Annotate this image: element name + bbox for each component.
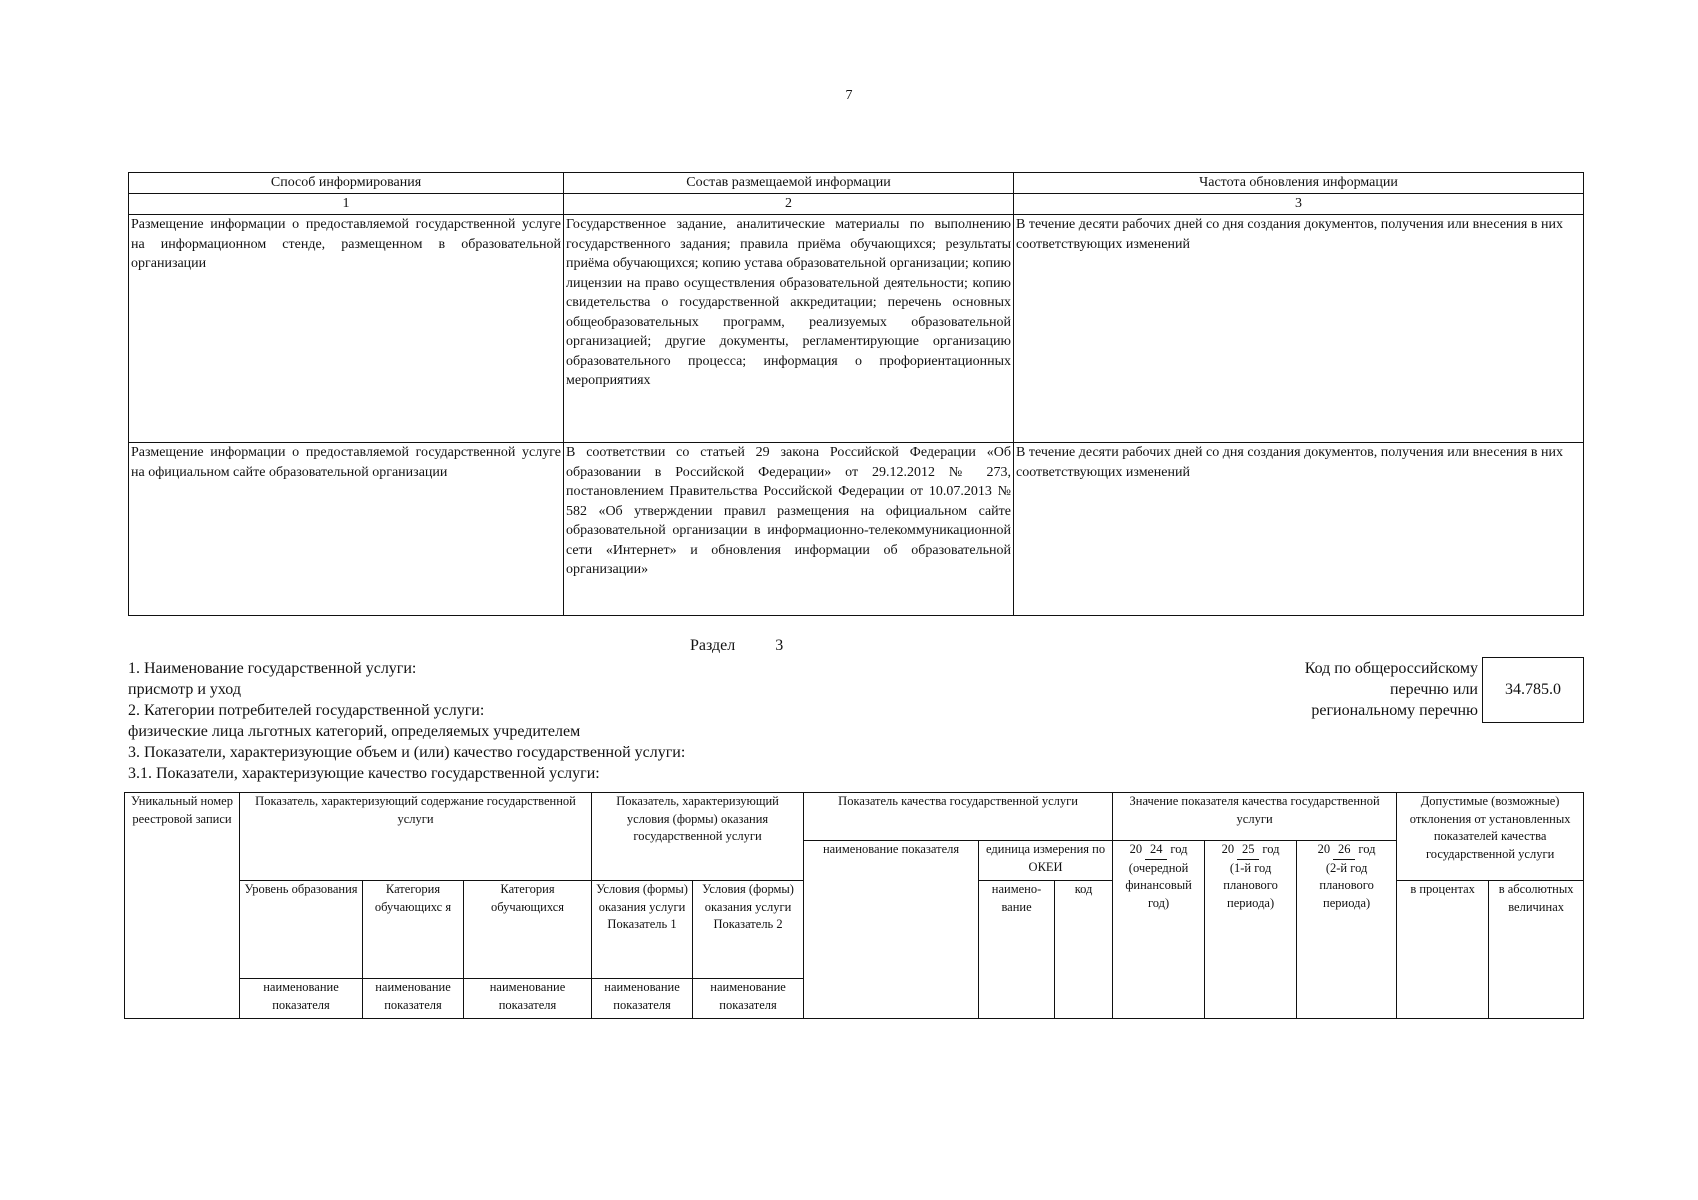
section-label: Раздел bbox=[690, 637, 736, 654]
row1-content: Государственное задание, аналитические материалы по выполнению государственного задания; правила приёма обучающихся; результаты приёма обучающихся; копию устава образовательной организации; копию лицензии на право осуществления образовательной деятельности; копию свидетельства о государственной аккредитации; перечень основных общеобразовательных программ, реализуемых образовательной организацией; другие документы, регламентирующие организацию образовательного процесса; информация о профориентационных мероприятиях bbox=[564, 215, 1014, 443]
header-quality-value: Значение показателя качества государственной услуги bbox=[1113, 793, 1397, 841]
column-number-1: 1 bbox=[129, 194, 564, 215]
header-conditions-indicator: Показатель, характеризующий условия (формы) оказания государственной услуги bbox=[592, 793, 804, 881]
indicator-name-level: наименование показателя bbox=[240, 979, 363, 1019]
registry-code-label-line1: Код по общероссийскому bbox=[1304, 660, 1478, 677]
row1-frequency: В течение десяти рабочих дней со дня создания документов, получения или внесения в них соответствующих изменений bbox=[1014, 215, 1584, 443]
sub-header-unit-code: код bbox=[1055, 881, 1113, 1019]
row2-method: Размещение информации о предоставляемой государственной услуге на официальном сайте образовательной организации bbox=[129, 443, 564, 616]
registry-code-box bbox=[1482, 657, 1584, 723]
row2-frequency: В течение десяти рабочих дней со дня создания документов, получения или внесения в них соответствующих изменений bbox=[1014, 443, 1584, 616]
year2-value: 25 bbox=[1237, 841, 1259, 860]
column-number-2: 2 bbox=[564, 194, 1014, 215]
header-content-indicator: Показатель, характеризующий содержание государственной услуги bbox=[240, 793, 592, 881]
year3-prefix: 20 bbox=[1317, 842, 1331, 856]
header-frequency: Частота обновления информации bbox=[1014, 173, 1584, 194]
year1-value: 24 bbox=[1145, 841, 1167, 860]
year2-word: год bbox=[1262, 842, 1280, 856]
indicators-heading: 3. Показатели, характеризующие объем и (или) качество государственной услуги: bbox=[128, 744, 686, 761]
row2-content: В соответствии со статьей 29 закона Российской Федерации «Об образовании в Российской Федерации» от 29.12.2012 № 273, постановлением Правительства Российской Федерации от 10.07.2013 № 582 «Об утверждении правил размещения на официальном сайте образовательной организации в информационно-телекоммуникационной сети «Интернет» и обновления информации об образовательной организации» bbox=[564, 443, 1014, 616]
year3-note: (2-й год планового периода) bbox=[1319, 860, 1374, 910]
sub-header-dev-percent: в процентах bbox=[1397, 881, 1489, 1019]
registry-code-label-line3: региональному перечню bbox=[1311, 702, 1478, 719]
header-method: Способ информирования bbox=[129, 173, 564, 194]
year3-word: год bbox=[1358, 842, 1376, 856]
page-number: 7 bbox=[845, 88, 853, 103]
header-content: Состав размещаемой информации bbox=[564, 173, 1014, 194]
header-unit-okei: единица измерения по ОКЕИ bbox=[979, 841, 1113, 881]
table-row bbox=[129, 443, 1584, 616]
consumer-category-value: физические лица льготных категорий, определяемых учредителем bbox=[128, 723, 581, 740]
year1-prefix: 20 bbox=[1129, 842, 1143, 856]
indicator-name-conditions-1: наименование показателя bbox=[592, 979, 693, 1019]
indicator-name-category-2: наименование показателя bbox=[464, 979, 592, 1019]
header-deviations: Допустимые (возможные) отклонения от установленных показателей качества государственной услуги bbox=[1397, 793, 1584, 881]
year1-word: год bbox=[1170, 842, 1188, 856]
section-heading bbox=[690, 637, 783, 655]
sub-header-conditions-2: Условия (формы) оказания услуги Показатель 2 bbox=[693, 881, 804, 979]
table-row bbox=[129, 215, 1584, 443]
year1-note: (очередной финансовый год) bbox=[1125, 860, 1192, 910]
year3-value: 26 bbox=[1333, 841, 1355, 860]
header-quality-indicator: Показатель качества государственной услуги bbox=[804, 793, 1113, 841]
column-number-row bbox=[129, 194, 1584, 215]
quality-indicators-table bbox=[124, 792, 1584, 1019]
header-year-2 bbox=[1205, 841, 1297, 1019]
quality-indicators-heading: 3.1. Показатели, характеризующие качество государственной услуги: bbox=[128, 765, 600, 782]
sub-header-dev-absolute: в абсолютных величинах bbox=[1489, 881, 1584, 1019]
sub-header-unit-name: наимено-вание bbox=[979, 881, 1055, 1019]
column-number-3: 3 bbox=[1014, 194, 1584, 215]
consumer-category-label: 2. Категории потребителей государственной услуги: bbox=[128, 702, 485, 719]
registry-code-label-line2: перечню или bbox=[1389, 681, 1478, 698]
service-name-label: 1. Наименование государственной услуги: bbox=[128, 660, 417, 677]
sub-header-conditions-1: Условия (формы) оказания услуги Показатель 1 bbox=[592, 881, 693, 979]
sub-header-category-2: Категория обучающихся bbox=[464, 881, 592, 979]
indicator-name-conditions-2: наименование показателя bbox=[693, 979, 804, 1019]
registry-code-value: 34.785.0 bbox=[1505, 681, 1561, 698]
row1-method: Размещение информации о предоставляемой государственной услуге на информационном стенде, размещенном в образовательной организации bbox=[129, 215, 564, 443]
header-unique-number: Уникальный номер реестровой записи bbox=[125, 793, 240, 1019]
year2-prefix: 20 bbox=[1221, 842, 1235, 856]
indicator-name-category-1: наименование показателя bbox=[363, 979, 464, 1019]
sub-header-level: Уровень образования bbox=[240, 881, 363, 979]
year2-note: (1-й год планового периода) bbox=[1223, 860, 1278, 910]
registry-code-label bbox=[1250, 658, 1478, 721]
service-name-value: присмотр и уход bbox=[128, 681, 241, 698]
table-header-row bbox=[129, 173, 1584, 194]
information-methods-table bbox=[128, 172, 1584, 616]
header-year-1 bbox=[1113, 841, 1205, 1019]
header-indicator-name: наименование показателя bbox=[804, 841, 979, 1019]
header-year-3 bbox=[1297, 841, 1397, 1019]
sub-header-category-1: Категория обучающихс я bbox=[363, 881, 464, 979]
section-number: 3 bbox=[775, 637, 784, 654]
